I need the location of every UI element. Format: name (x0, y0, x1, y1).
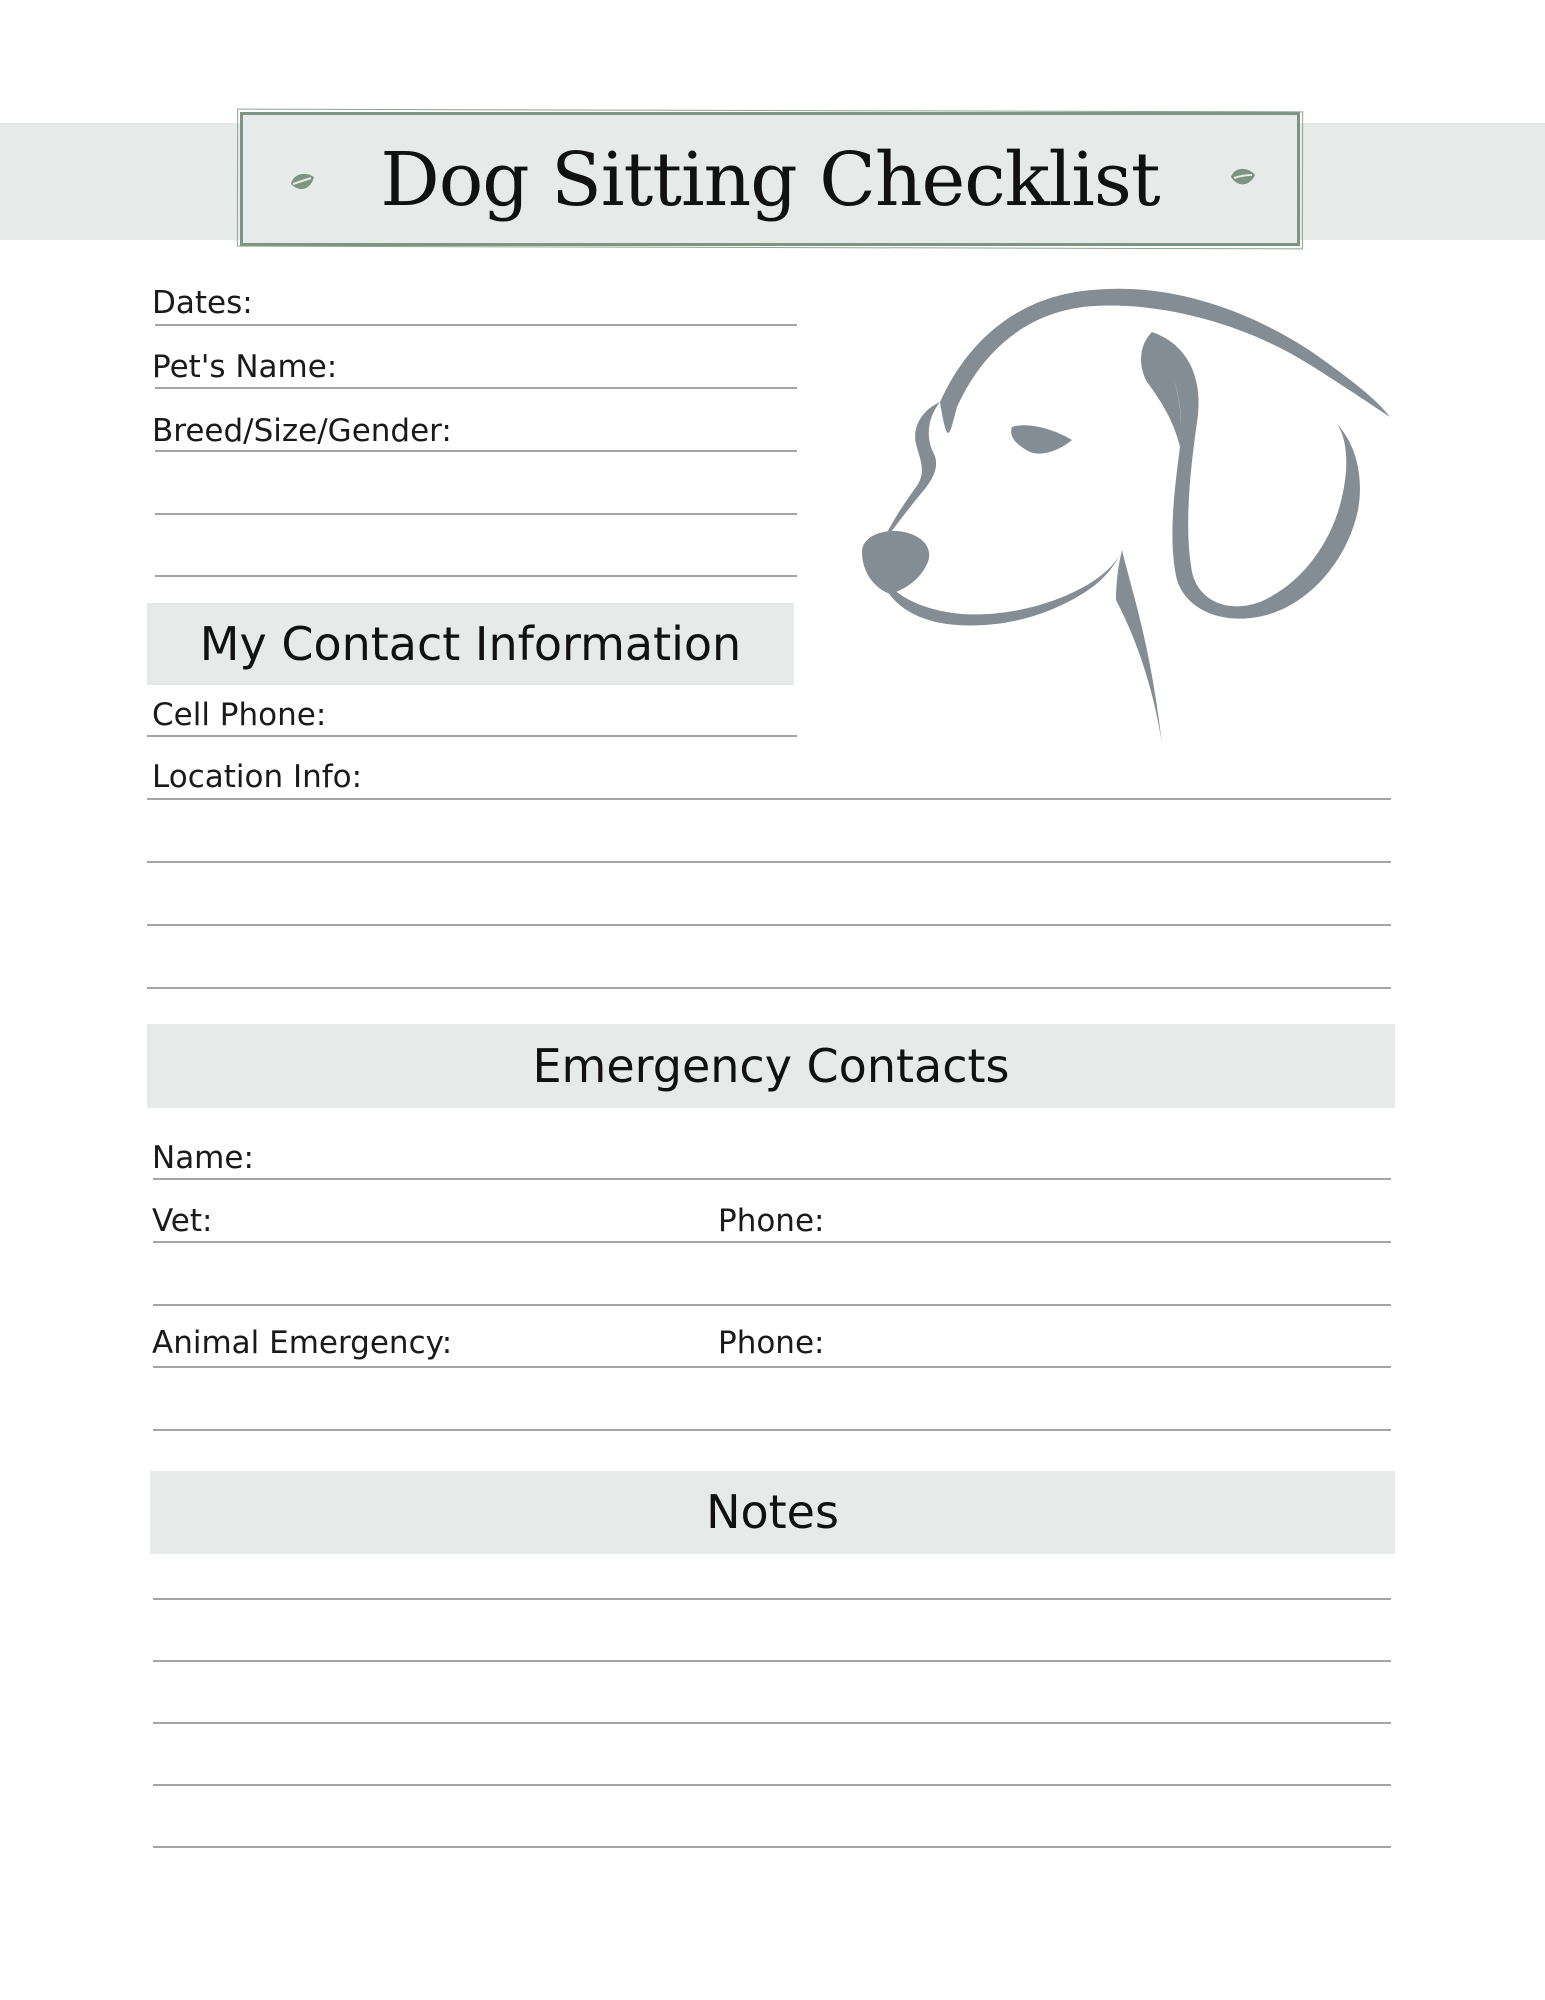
contact-section-title: My Contact Information (199, 617, 742, 671)
emergency-section-title: Emergency Contacts (532, 1039, 1010, 1093)
location-info-label: Location Info: (152, 759, 363, 795)
page-title: Dog Sitting Checklist (380, 137, 1160, 223)
name-line[interactable] (153, 1178, 1391, 1180)
notes-line[interactable] (153, 1846, 1391, 1848)
location-info-line[interactable] (147, 924, 1391, 926)
name-label: Name: (152, 1140, 254, 1176)
cell-phone-line[interactable] (147, 735, 797, 737)
location-info-line[interactable] (147, 987, 1391, 989)
notes-line[interactable] (153, 1660, 1391, 1662)
animal-emergency-phone-label: Phone: (718, 1325, 825, 1361)
vet-phone-label: Phone: (718, 1203, 825, 1239)
notes-line[interactable] (153, 1598, 1391, 1600)
vet-label: Vet: (152, 1203, 213, 1239)
breed-line[interactable] (155, 450, 797, 452)
leaf-icon (287, 168, 317, 198)
emergency-section-header (147, 1024, 1395, 1108)
vet-line[interactable] (153, 1241, 1391, 1243)
vet-extra-line[interactable] (153, 1304, 1391, 1306)
breed-extra-line[interactable] (155, 513, 797, 515)
breed-extra-line[interactable] (155, 575, 797, 577)
animal-emergency-line[interactable] (153, 1366, 1391, 1368)
location-info-line[interactable] (147, 798, 1391, 800)
pet-name-label: Pet's Name: (152, 349, 338, 385)
dates-line[interactable] (155, 324, 797, 326)
cell-phone-label: Cell Phone: (152, 697, 327, 733)
notes-line[interactable] (153, 1722, 1391, 1724)
notes-section-header (150, 1471, 1395, 1554)
animal-emergency-extra-line[interactable] (153, 1429, 1391, 1431)
breed-label: Breed/Size/Gender: (152, 413, 452, 449)
leaf-icon (1228, 163, 1258, 193)
dates-label: Dates: (152, 285, 253, 321)
pet-name-line[interactable] (155, 387, 797, 389)
notes-line[interactable] (153, 1784, 1391, 1786)
contact-section-header (147, 603, 794, 685)
notes-section-title: Notes (706, 1485, 839, 1539)
location-info-line[interactable] (147, 861, 1391, 863)
dog-head-illustration (832, 282, 1437, 747)
animal-emergency-label: Animal Emergency: (152, 1325, 453, 1361)
